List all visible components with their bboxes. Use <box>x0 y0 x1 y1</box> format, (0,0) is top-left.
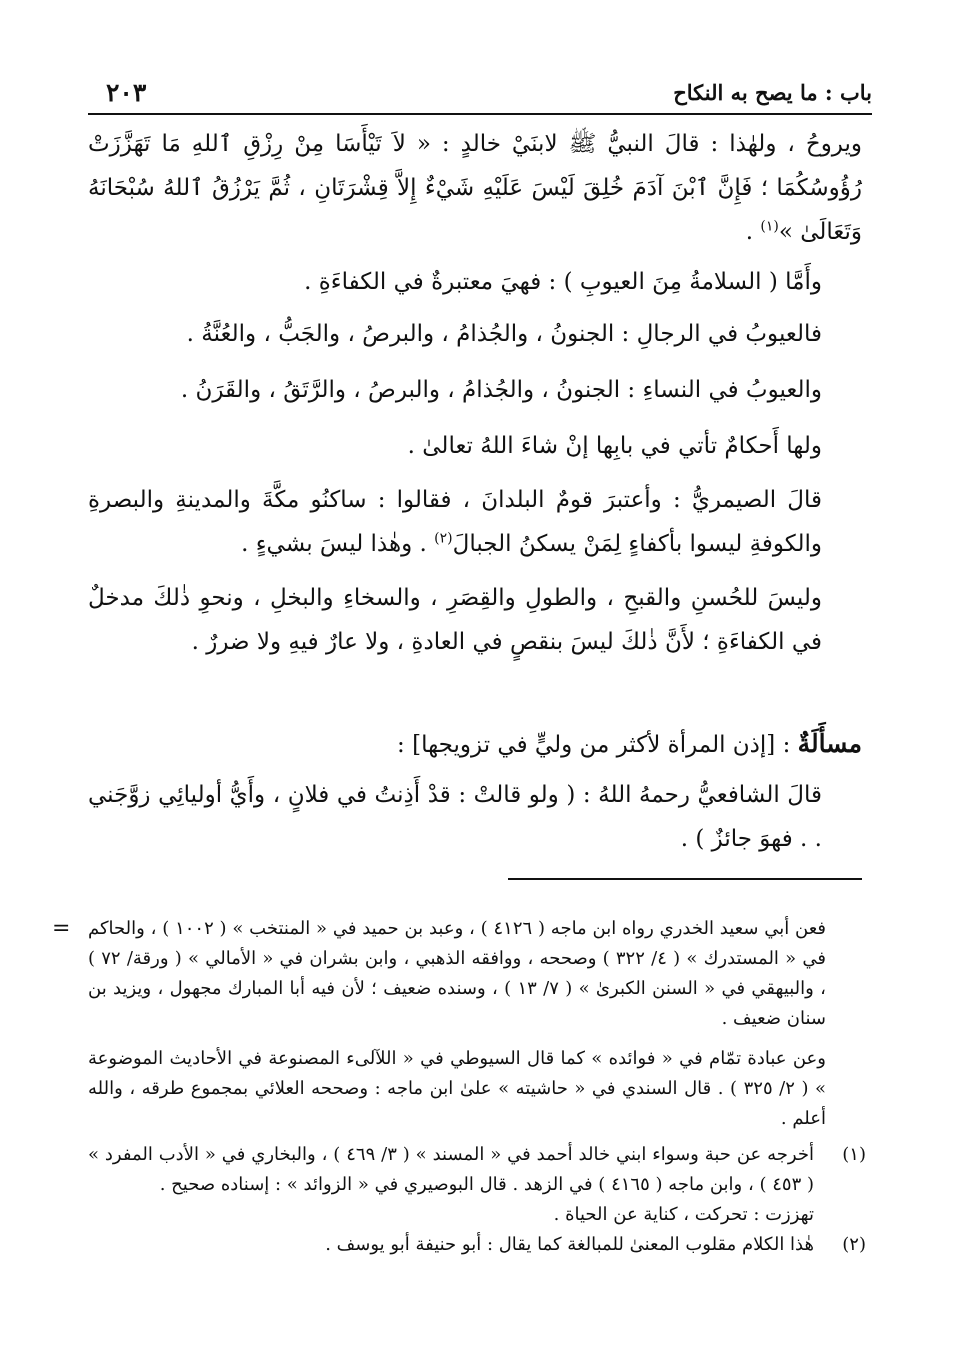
paragraph-shafii: قالَ الشافعيُّ رحمهُ اللهُ : ( ولو قالتْ : قدْ أَذِنتُ في فلانٍ ، وأَيُّ أوليائِي زوَّجَني . . فهوَ جائزٌ ) . <box>88 782 822 852</box>
page-header <box>88 78 872 112</box>
issue-heading <box>88 722 862 767</box>
issue-title: : [إذن المرأة لأكثر من وليٍّ في تزويجها] : <box>397 732 798 758</box>
footnote-1-gloss: تهززت : تحركت ، كناية عن الحياة . <box>553 1204 814 1225</box>
paragraph-hadith: ويروحُ ، ولهٰذا : قالَ النبيُّ ﷺ لابنَيْ خالدٍ : « لاَ تَيْأَسَا مِنْ رِزْقِ ٱللهِ مَا تَهَزَّزَتْ رُؤُوسُكُمَا ؛ فَإِنَّ ٱبْنَ آدَمَ خُلِقَ لَيْسَ عَلَيْهِ شَيْءٌ إِلاَّ قِشْرَتَانِ ، ثُمَّ يَرْزُقُ ٱللهُ سُبْحَانَهُ وَتَعَالَىٰ »$^{(١)}$ . <box>88 131 862 245</box>
footnotes <box>52 914 866 1260</box>
page-number: ٢٠٣ <box>106 78 147 107</box>
paragraph-soundness: وأَمَّا ( السلامةُ مِنَ العيوبِ ) : فهيَ معتبرةٌ في الكفاءَةِ . <box>304 269 822 295</box>
footnote-2: (٢) هٰذا الكلام مقلوب المعنىٰ للمبالغة كما يقال : أبو حنيفة أبو يوسف . <box>88 1230 866 1260</box>
footnote-ref-1: (١) <box>760 218 779 235</box>
paragraph-defects-men: فالعيوبُ في الرجالِ : الجنونُ ، والجُذامُ ، والبرصُ ، والجَبُّ ، والعُنَّةُ . <box>186 321 822 347</box>
continuation-mark: = <box>52 916 71 941</box>
issue-label: مسأَلَةٌ <box>797 729 862 758</box>
paragraph-defects-women: والعيوبُ في النساءِ : الجنونُ ، والجُذامُ ، والبرصُ ، والرَّتَقُ ، والقَرَنُ . <box>180 377 822 403</box>
footnote-1: (١) أخرجه عن حبة وسواء ابني خالد أحمد في « المسند » ( ٣/ ٤٦٩ ) ، والبخاري في « الأدب المفرد » ( ٤٥٣ ) ، وابن ماجه ( ٤١٦٥ ) في الزهد . قال البوصيري في « الزوائد » : إسناده صحيح . <box>88 1140 866 1200</box>
footnote-separator <box>508 878 862 880</box>
footnote-continuation-2: وعن عبادة تمّام في « فوائده » كما قال السيوطي في « اللآلىء المصنوعة في الأحاديث الموضوعة » ( ٢/ ٣٢٥ ) . قال السندي في « حاشيته » علىٰ ابن ماجه : وصححه العلائي بمجموع طرقه ، والله أعلم . <box>88 1048 827 1129</box>
header-rule <box>88 113 872 115</box>
main-text <box>88 122 862 664</box>
issue-section <box>88 722 862 861</box>
footnote-continuation: = فعن أبي سعيد الخدري رواه ابن ماجه ( ٤١٢٦ ) ، وعبد بن حميد في « المنتخب » ( ١٠٠٢ ) ، والحاكم في « المستدرك » ( ٤/ ٣٢٢ ) وصححه ، ووافقه الذهبي ، وابن بشران في « الأمالي » ( ورقة/ ٧٢ ) ، والبيهقي في « السنن الكبرىٰ » ( ٧/ ١٣ ) ، وسنده ضعيف ؛ لأن فيه أبا المبارك مجهول ، ويزيد بن سنان ضعيف . <box>52 916 826 1029</box>
paragraph-beauty: وليسَ للحُسنِ والقبحِ ، والطولِ والقِصَرِ ، والسخاءِ والبخلِ ، ونحوِ ذٰلكَ مدخلٌ في الكفاءَةِ ؛ لأَنَّ ذٰلكَ ليسَ بنقصٍ في العادةِ ، ولا عارٌ فيهِ ولا ضررٌ . <box>88 585 822 655</box>
footnote-2-number: (٢) <box>842 1234 866 1255</box>
footnote-1-number: (١) <box>842 1144 866 1165</box>
running-title: باب : ما يصح به النكاح <box>673 80 872 105</box>
paragraph-saymari: قالَ الصيمريُّ : وأعتبرَ قومٌ البلدانَ ، فقالوا : ساكنُو مكَّةَ والمدينةِ والبصرةِ والكوفةِ ليسوا بأكفاءٍ لِمَنْ يسكنُ الجبالَ$^{(٢)}$ . وهٰذا ليسَ بشيءٍ . <box>88 487 822 557</box>
paragraph-rulings: ولها أَحكامٌ تأتي في بابِها إنْ شاءَ اللهُ تعالىٰ . <box>407 433 822 459</box>
footnote-ref-2: (٢) <box>434 530 453 547</box>
